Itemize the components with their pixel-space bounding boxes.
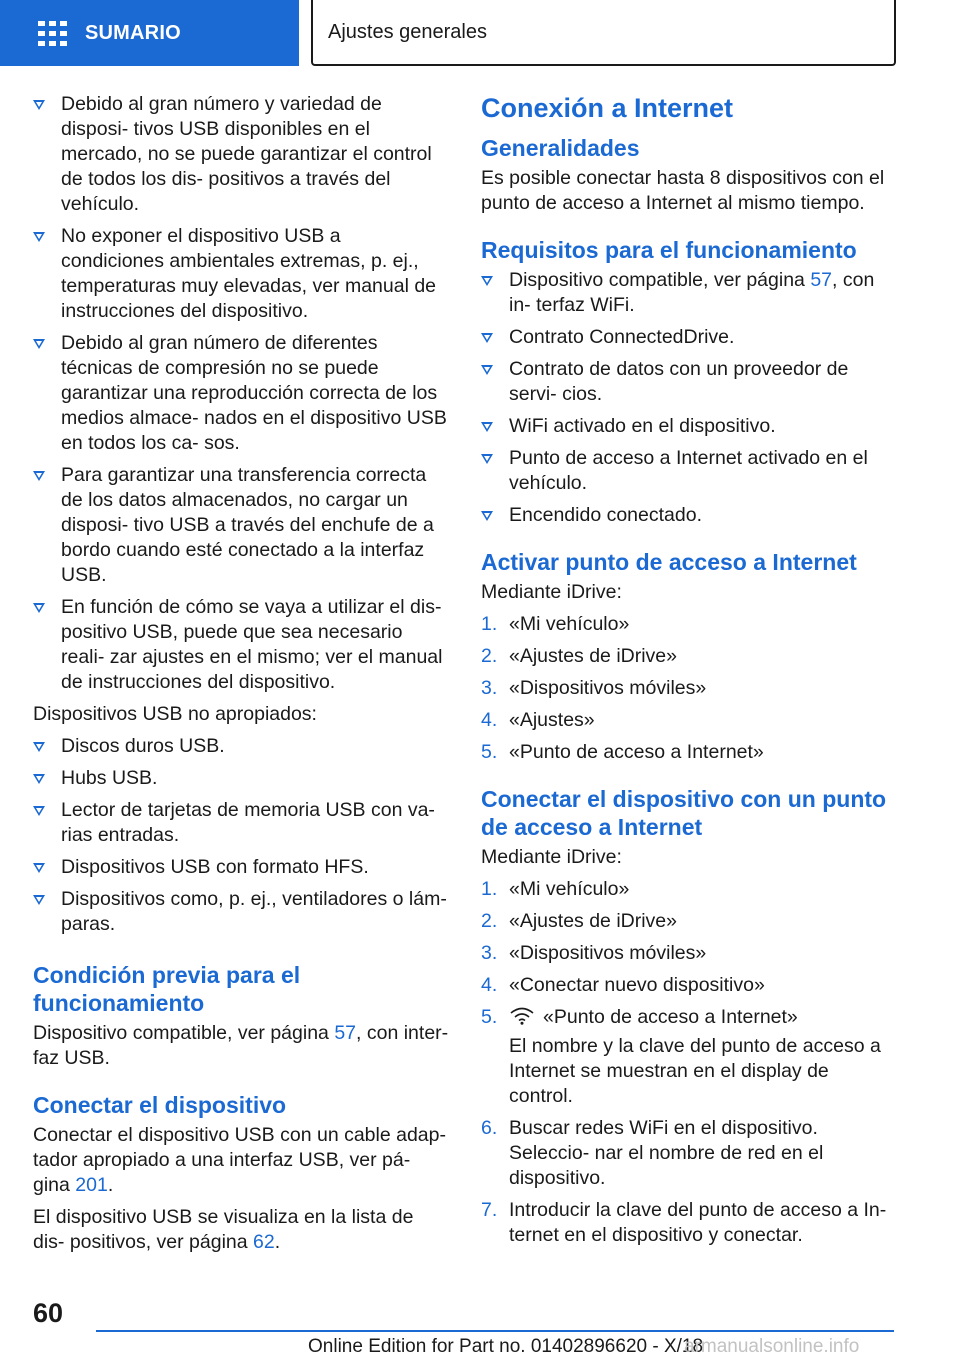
triangle-bullet-icon [33,806,45,816]
precondition-heading: Condición previa para el funcionamiento [33,962,301,1016]
connect-steps-list [481,877,896,1248]
list-item: Encendido conectado. [481,503,896,528]
triangle-bullet-icon [33,232,45,242]
list-item: 5. «Punto de acceso a Internet» El nombre y la clave del punto de acceso a Internet se muestran en el display de control. [481,1005,896,1109]
list-item: 7. Introducir la clave del punto de acceso a In- ternet en el dispositivo y conectar. [481,1199,887,1246]
list-item: WiFi activado en el dispositivo. [481,414,896,439]
list-item: Para garantizar una transferencia correcta de los datos almacenados, no cargar un disposi- tivo USB a través del enchufe de a bordo cuando esté conectado a la interfaz USB. [33,463,449,588]
triangle-bullet-icon [481,454,493,464]
triangle-bullet-icon [481,422,493,432]
triangle-bullet-icon [33,471,45,481]
triangle-bullet-icon [33,603,45,613]
triangle-bullet-icon [33,774,45,784]
section-title-tab[interactable]: Ajustes generales [311,0,896,66]
grid-menu-icon [38,21,67,46]
list-item: Punto de acceso a Internet activado en el vehículo. [481,446,896,496]
list-item: 1. «Mi vehículo» [481,878,630,900]
step-note: El nombre y la clave del punto de acceso a Internet se muestran en el display de control. [509,1035,881,1107]
list-item: Contrato ConnectedDrive. [481,325,896,350]
requirements-list [481,268,896,528]
right-column [481,92,896,1255]
unsuitable-label: Dispositivos USB no apropiados: [33,703,317,725]
footer-divider [96,1330,894,1332]
internet-connection-heading: Conexión a Internet [481,93,734,123]
footer-watermark: armanualsonline.info [684,1336,860,1357]
list-item: 3. «Dispositivos móviles» [481,942,707,964]
triangle-bullet-icon [33,895,45,905]
list-item: Dispositivos USB con formato HFS. [33,855,449,880]
precondition-text: Dispositivo compatible, ver página 57, con inter- faz USB. [33,1022,449,1069]
list-item: Lector de tarjetas de memoria USB con va- rias entradas. [33,798,449,848]
triangle-bullet-icon [33,339,45,349]
connect-intro: Mediante iDrive: [481,846,622,868]
page-link[interactable]: 57 [810,269,833,291]
list-item: 1. «Mi vehículo» [481,613,630,635]
connect-to-hotspot-heading: Conectar el dispositivo con un punto de acceso a Internet [481,786,887,840]
general-text: Es posible conectar hasta 8 dispositivos con el punto de acceso a Internet al mismo tiempo. [481,167,885,214]
list-item: 2. «Ajustes de iDrive» [481,645,677,667]
list-item: Discos duros USB. [33,734,449,759]
sumario-label: SUMARIO [85,21,181,44]
usb-notes-list [33,92,449,695]
requirements-heading: Requisitos para el funcionamiento [481,237,857,263]
list-item: Debido al gran número y variedad de disposi- tivos USB disponibles en el mercado, no se puede garantizar el control de todos los dis- positivos a través del vehículo. [33,92,449,217]
triangle-bullet-icon [33,100,45,110]
list-item: Hubs USB. [33,766,449,791]
connect-device-heading: Conectar el dispositivo [33,1092,287,1118]
activate-intro: Mediante iDrive: [481,581,622,603]
activate-hotspot-heading: Activar punto de acceso a Internet [481,549,857,575]
list-item: Contrato de datos con un proveedor de servi- cios. [481,357,896,407]
triangle-bullet-icon [33,742,45,752]
list-item: 5. «Punto de acceso a Internet» [481,741,764,763]
page-number: 60 [33,1298,64,1328]
wifi-icon [509,1007,535,1025]
list-item: 2. «Ajustes de iDrive» [481,910,677,932]
connect-device-text: Conectar el dispositivo USB con un cable adap- tador apropiado a una interfaz USB, ver pá- gina 201. [33,1124,446,1196]
triangle-bullet-icon [481,333,493,343]
list-item: Dispositivos como, p. ej., ventiladores o lám- paras. [33,887,449,937]
activate-steps-list [481,612,896,765]
triangle-bullet-icon [481,511,493,521]
page-link[interactable]: 62 [253,1231,275,1253]
page-link[interactable]: 201 [75,1174,108,1196]
list-item: 4. «Ajustes» [481,709,595,731]
list-item: No exponer el dispositivo USB a condiciones ambientales extremas, p. ej., temperaturas muy elevadas, ver manual de instrucciones del dispositivo. [33,224,449,324]
triangle-bullet-icon [481,365,493,375]
triangle-bullet-icon [33,863,45,873]
list-item: En función de cómo se vaya a utilizar el dis- positivo USB, puede que sea necesario reali- zar ajustes en el mismo; ver el manual de instrucciones del dispositivo. [33,595,449,695]
left-column [33,92,449,1262]
list-item: 3. «Dispositivos móviles» [481,677,707,699]
list-item: 6. Buscar redes WiFi en el dispositivo. Seleccio- nar el nombre de red en el dispositivo. [481,1117,824,1189]
triangle-bullet-icon [481,276,493,286]
footer-edition: Online Edition for Part no. 01402896620 - X/18 [308,1336,704,1357]
top-bar [0,0,960,66]
unsuitable-devices-list [33,734,449,937]
page-link[interactable]: 57 [334,1022,357,1044]
device-shown-text: El dispositivo USB se visualiza en la lista de dis- positivos, ver página 62. [33,1206,414,1253]
sumario-button[interactable] [0,0,299,66]
list-item: Dispositivo compatible, ver página 57, con in- terfaz WiFi. [481,268,896,318]
list-item: 4. «Conectar nuevo dispositivo» [481,974,765,996]
general-heading: Generalidades [481,135,640,161]
list-item: Debido al gran número de diferentes técnicas de compresión no se puede garantizar una reproducción correcta de los medios almace- nados en el dispositivo USB en todos los ca- sos. [33,331,449,456]
